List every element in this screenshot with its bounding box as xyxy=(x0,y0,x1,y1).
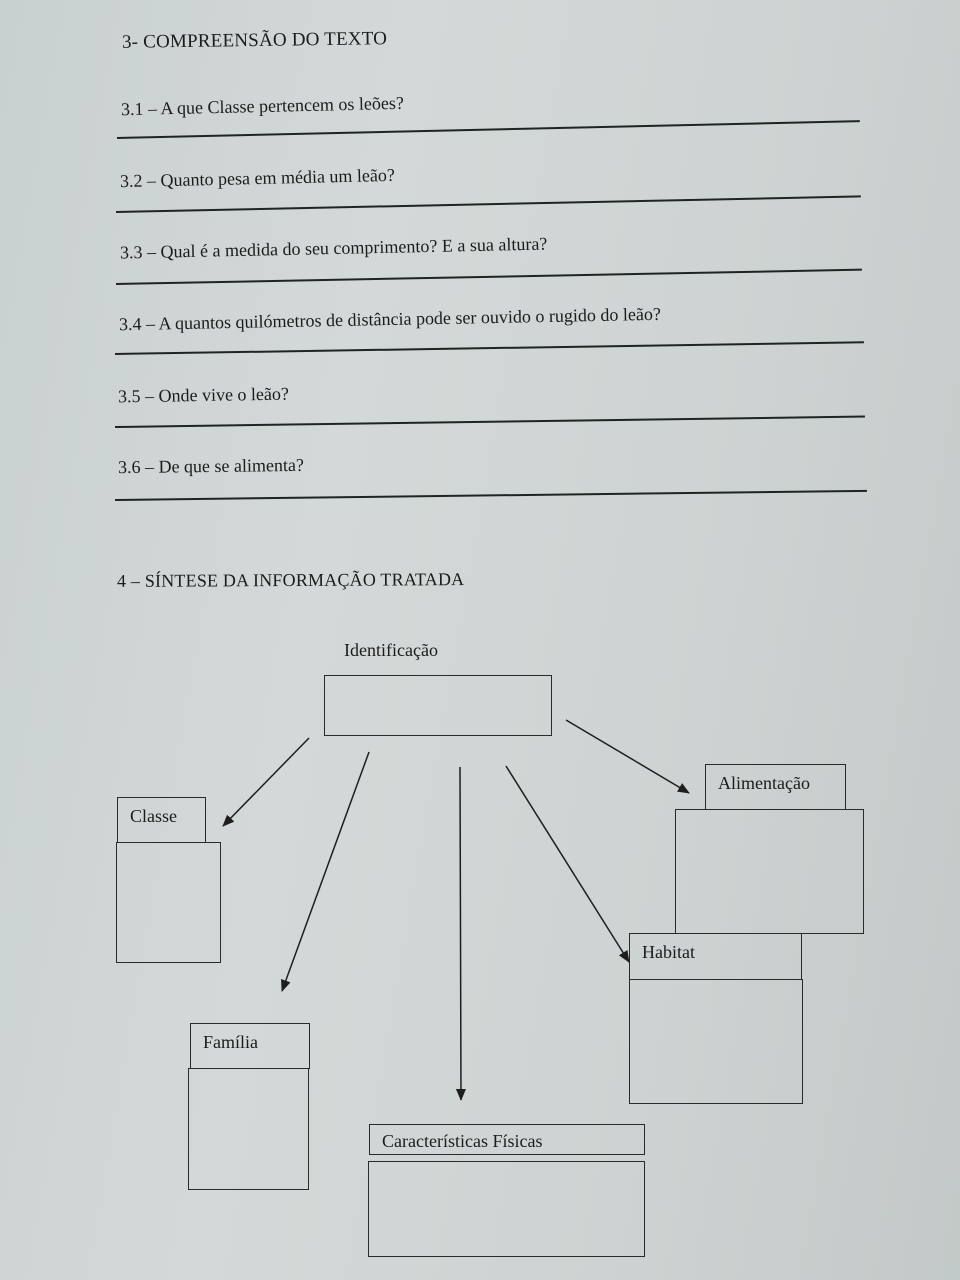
question-3-2: 3.2 – Quanto pesa em média um leão? xyxy=(119,164,396,192)
arrow-to-habitat xyxy=(506,766,629,962)
arrow-to-caracteristicas xyxy=(460,767,461,1100)
question-3-6: 3.6 – De que se alimenta? xyxy=(117,454,305,478)
section-4-heading: 4 – SÍNTESE DA INFORMAÇÃO TRATADA xyxy=(116,569,465,591)
alimentacao-label: Alimentação xyxy=(705,764,846,810)
identificacao-label: Identificação xyxy=(344,640,438,660)
classe-label: Classe xyxy=(117,797,206,843)
caracteristicas-label: Características Físicas xyxy=(369,1124,645,1155)
section-3-heading: 3- COMPREENSÃO DO TEXTO xyxy=(121,28,388,53)
question-3-1: 3.1 – A que Classe pertencem os leões? xyxy=(120,92,405,120)
question-3-4: 3.4 – A quantos quilómetros de distância pode ser ouvido o rugido do leão? xyxy=(118,303,662,335)
arrow-to-classe xyxy=(223,738,309,826)
question-3-3: 3.3 – Qual é a medida do seu comprimento? E a sua altura? xyxy=(119,233,548,263)
arrow-to-alimentacao xyxy=(566,720,689,793)
arrow-to-familia xyxy=(282,752,369,991)
question-3-5: 3.5 – Onde vive o leão? xyxy=(117,383,290,407)
habitat-label: Habitat xyxy=(629,933,802,980)
familia-label: Família xyxy=(190,1023,310,1069)
